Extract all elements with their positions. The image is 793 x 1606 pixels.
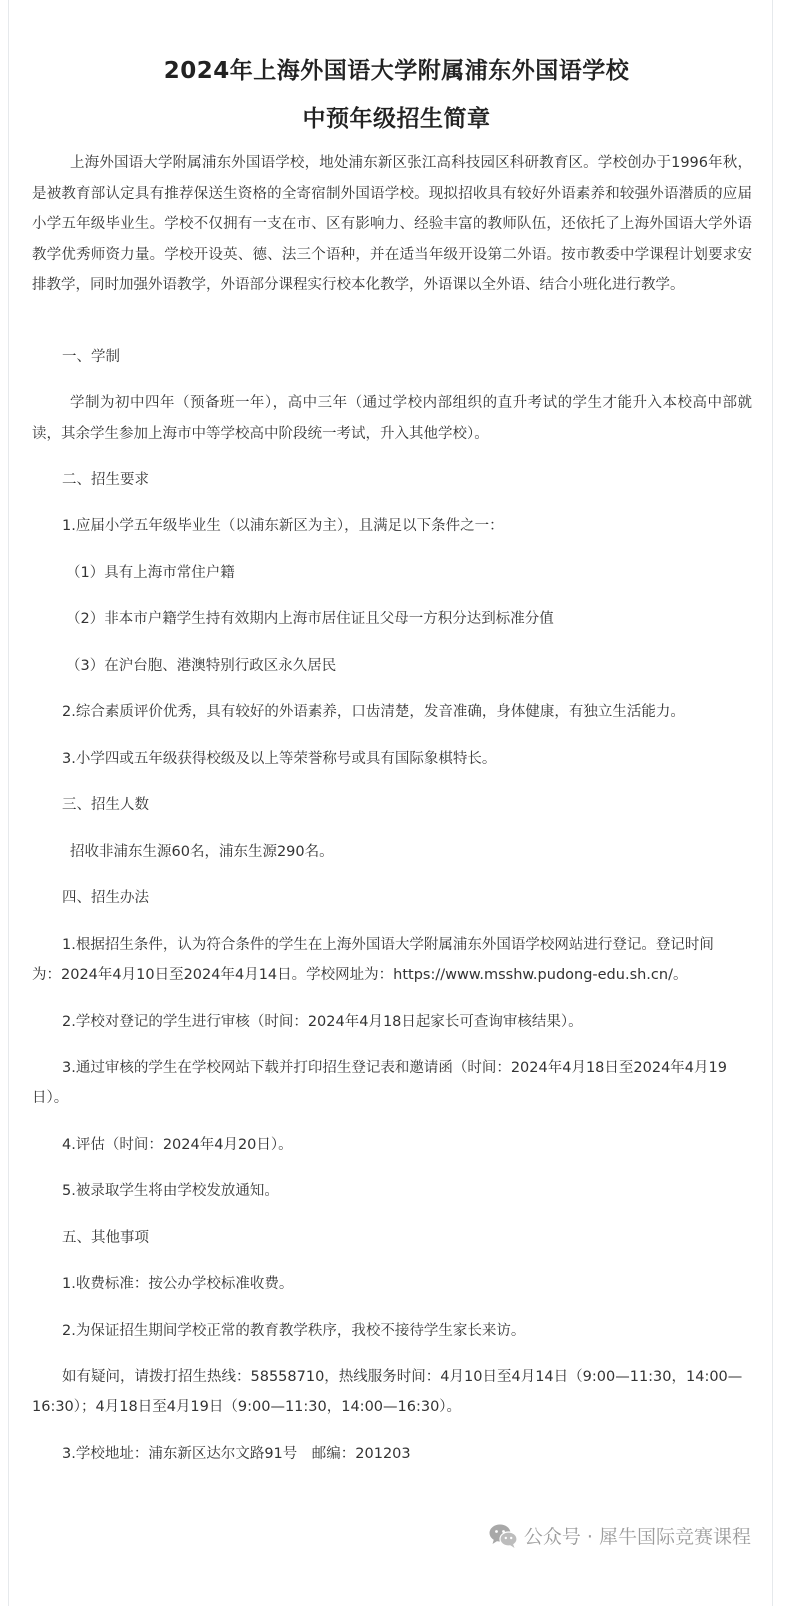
procedure-item-1-line-2: 为：2024年4月10日至2024年4月14日。学校网址为：https://www.msshw.pudong-edu.sh.cn/。 — [32, 967, 688, 983]
hotline-line-1: 如有疑问，请拨打招生热线：58558710，热线服务时间：4月10日至4月14日（9:00—11:30，14:00— — [62, 1369, 743, 1385]
wechat-icon — [488, 1523, 518, 1549]
hotline-line-2: 16:30）；4月18日至4月19日（9:00—11:30，14:00—16:30）。 — [32, 1399, 462, 1415]
requirement-sub-2: （2）非本市户籍学生持有效期内上海市居住证且父母一方积分达到标准分值 — [66, 611, 554, 627]
watermark-footer — [488, 1522, 751, 1549]
footer-text: 公众号 · 犀牛国际竞赛课程 — [523, 1526, 751, 1548]
section-heading-procedure: 四、招生办法 — [62, 890, 149, 906]
procedure-item-3-line-1: 3.通过审核的学生在学校网站下载并打印招生登记表和邀请函（时间：2024年4月18日至2024年4月19 — [62, 1060, 727, 1076]
section-heading-quota: 三、招生人数 — [62, 797, 149, 813]
section-heading-other: 五、其他事项 — [62, 1230, 149, 1246]
requirement-sub-1: （1）具有上海市常住户籍 — [66, 565, 235, 581]
quota-paragraph: 招收非浦东生源60名，浦东生源290名。 — [70, 844, 334, 860]
intro-paragraph: 上海外国语大学附属浦东外国语学校，地处浦东新区张江高科技园区科研教育区。学校创办于1996年秋，是被教育部认定具有推荐保送生资格的全寄宿制外国语学校。现拟招收具有较好外语素养和较强外语潜质的应届小学五年级毕业生。学校不仅拥有一支在市、区有影响力、经验丰富的教师队伍，还依托了上海外国语大学外语教学优秀师资力量。学校开设英、德、法三个语种，并在适当年级开设第二外语。按市教委中学课程计划要求安排教学，同时加强外语教学，外语部分课程实行校本化教学，外语课以全外语、结合小班化进行教学。 — [32, 155, 752, 293]
procedure-item-1-line-1: 1.根据招生条件，认为符合条件的学生在上海外国语大学附属浦东外国语学校网站进行登记。登记时间 — [62, 937, 714, 953]
requirement-sub-3: （3）在沪台胞、港澳特别行政区永久居民 — [66, 658, 337, 674]
schooling-paragraph: 学制为初中四年（预备班一年），高中三年（通过学校内部组织的直升考试的学生才能升入本校高中部就读，其余学生参加上海市中等学校高中阶段统一考试，升入其他学校）。 — [32, 395, 752, 442]
procedure-item-2: 2.学校对登记的学生进行审核（时间：2024年4月18日起家长可查询审核结果）。 — [62, 1014, 583, 1030]
requirement-item-1: 1.应届小学五年级毕业生（以浦东新区为主），且满足以下条件之一： — [62, 518, 504, 534]
requirement-item-3: 3.小学四或五年级获得校级及以上等荣誉称号或具有国际象棋特长。 — [62, 751, 497, 767]
other-item-1: 1.收费标准：按公办学校标准收费。 — [62, 1276, 294, 1292]
section-heading-requirements: 二、招生要求 — [62, 472, 149, 488]
section-heading-schooling: 一、学制 — [62, 349, 120, 365]
procedure-item-4: 4.评估（时间：2024年4月20日）。 — [62, 1137, 293, 1153]
procedure-item-5: 5.被录取学生将由学校发放通知。 — [62, 1183, 279, 1199]
requirement-item-2: 2.综合素质评价优秀，具有较好的外语素养，口齿清楚，发音准确，身体健康，有独立生活能力。 — [62, 704, 685, 720]
other-item-2: 2.为保证招生期间学校正常的教育教学秩序，我校不接待学生家长来访。 — [62, 1323, 526, 1339]
school-address: 3.学校地址：浦东新区达尔文路91号 邮编：201203 — [62, 1446, 411, 1462]
procedure-item-3-line-2: 日）。 — [32, 1090, 69, 1106]
title-line-2: 中预年级招生简章 — [302, 106, 491, 132]
title-line-1: 2024年上海外国语大学附属浦东外国语学校 — [163, 58, 630, 84]
